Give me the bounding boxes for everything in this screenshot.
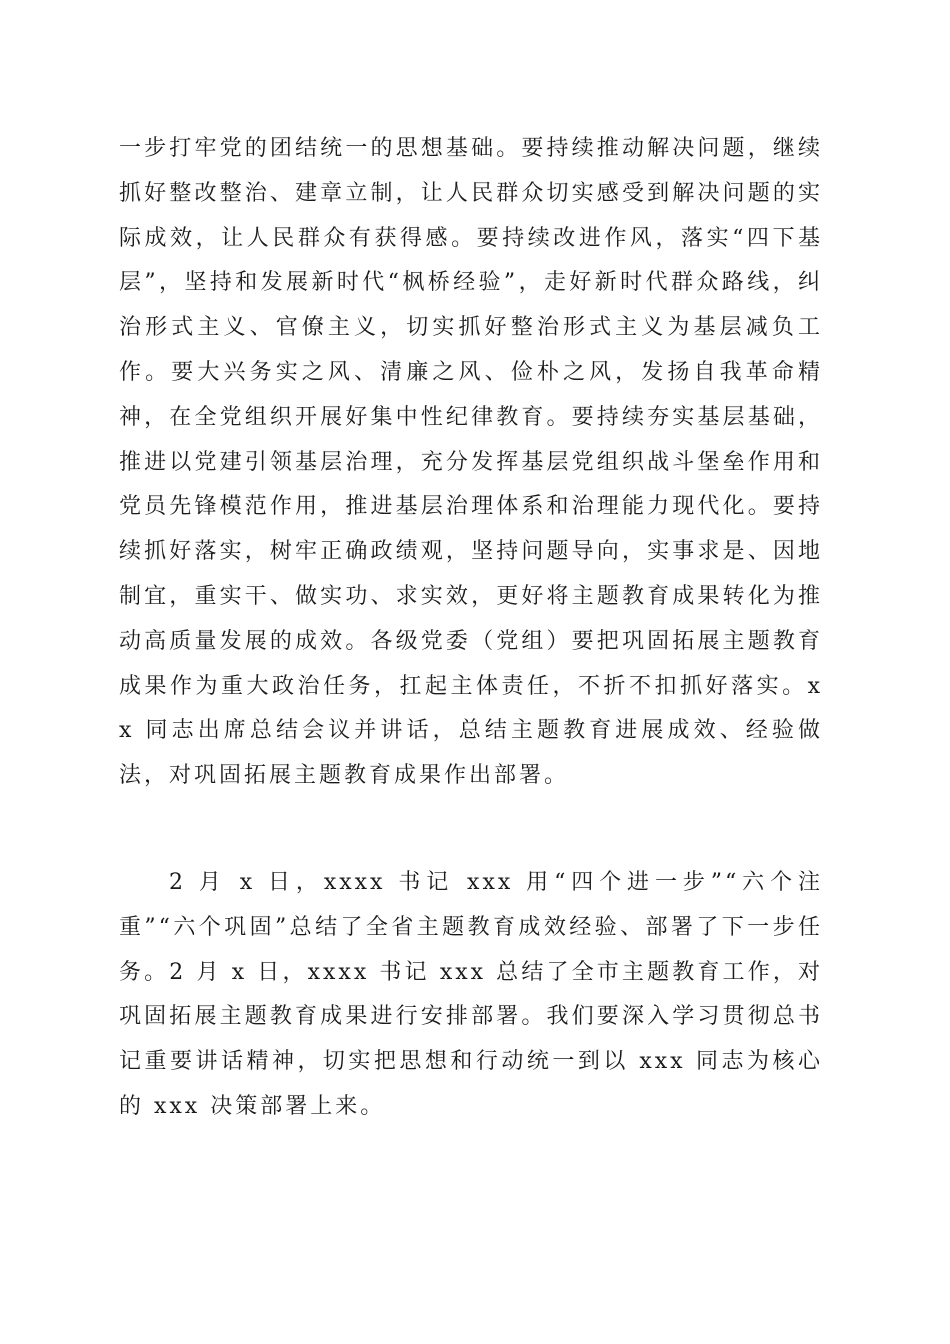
body-text-continued xyxy=(119,127,823,799)
paragraph-1: 一步打牢党的团结统一的思想基础。要持续推动解决问题，继续抓好整改整治、建章立制，让人民群众切实感受到解决问题的实际成效，让人民群众有获得感。要持续改进作风，落实“四下基层”，坚持和发展新时代“枫桥经验”，走好新时代群众路线，纠治形式主义、官僚主义，切实抓好整治形式主义为基层减负工作。要大兴务实之风、清廉之风、俭朴之风，发扬自我革命精神，在全党组织开展好集中性纪律教育。要持续夯实基层基础，推进以党建引领基层治理，充分发挥基层党组织战斗堡垒作用和党员先锋模范作用，推进基层治理体系和治理能力现代化。要持续抓好落实，树牢正确政绩观，坚持问题导向，实事求是、因地制宜，重实干、做实功、求实效，更好将主题教育成果转化为推动高质量发展的成效。各级党委（党组）要把巩固拓展主题教育成果作为重大政治任务，扛起主体责任，不折不扣抓好落实。xx 同志出席总结会议并讲话，总结主题教育进展成效、经验做法，对巩固拓展主题教育成果作出部署。 xyxy=(119,136,823,789)
body-text-new xyxy=(119,861,823,1130)
paragraph-2: 2 月 x 日，xxxx 书记 xxx 用“四个进一步”“六个注重”“六个巩固”总结了全省主题教育成效经验、部署了下一步任务。2 月 x 日，xxxx 书记 xxx 总结了全市主题教育工作，对巩固拓展主题教育成果进行安排部署。我们要深入学习贯彻总书记重要讲话精神，切实把思想和行动统一到以 xxx 同志为核心的 xxx 决策部署上来。 xyxy=(119,870,823,1119)
